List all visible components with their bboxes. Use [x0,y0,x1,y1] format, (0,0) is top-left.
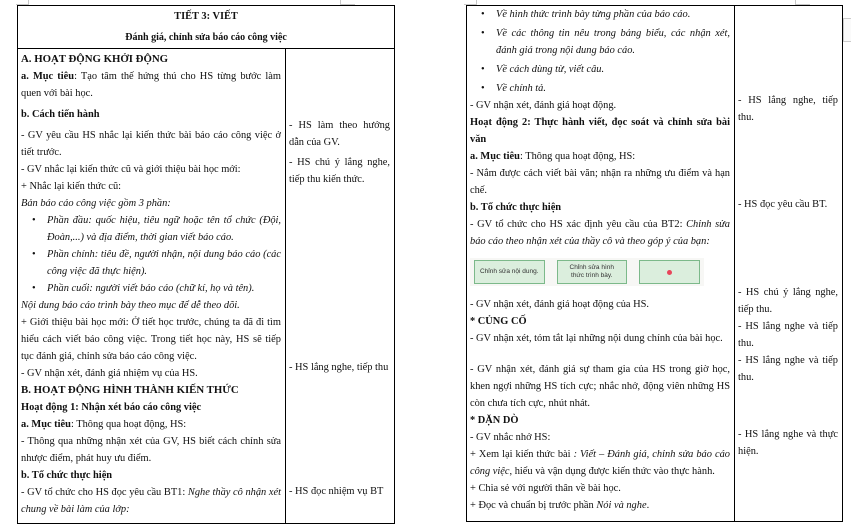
paragraph: - GV nhắc nhở HS: [470,432,551,443]
paragraph: - Thông qua những nhận xét của GV, HS biết cách chỉnh sửa nhược điểm, phát huy ưu điểm. [21,436,281,465]
student-response: - HS chú ý lắng nghe, tiếp thu. [738,287,838,315]
paragraph: - GV tổ chức cho HS đọc yêu cầu BT1: [21,487,188,499]
activity-2-heading: Hoạt động 2: Thực hành viết, đọc soát và chỉnh sửa bài văn [470,117,730,145]
organize-heading: b. Tổ chức thực hiện [21,470,113,482]
paragraph: + Nhắc lại kiến thức cũ: [21,181,122,193]
objective-label: a. Mục tiêu [21,419,71,431]
student-response: - HS lắng nghe, tiếp thu [289,362,389,374]
card-edit-content [474,260,545,284]
exercise-instruction: Nghe thầy cô nhận xét chung về bài làm của lớp: [21,487,281,516]
margin-marker [843,18,851,42]
objective-text: : Thông qua hoạt động, HS: [70,419,187,431]
student-response: - HS đọc nhiệm vụ BT [289,486,384,498]
student-response: - HS làm theo hướng dẫn của GV. [289,120,391,149]
red-dot-icon [667,270,672,275]
section-a-heading: A. HOẠT ĐỘNG KHỞI ĐỘNG [21,53,169,66]
paragraph: - GV nhận xét, tóm tắt lại những nội dung chính của bài học. [470,333,723,344]
card-label: Chỉnh sửa hình thức trình bày. [569,264,614,279]
lesson-plan-table-left [17,5,395,524]
list-item: • Phần cuối: người viết báo cáo (chữ kí, họ và tên). [47,280,281,297]
student-activity-cell [735,6,843,522]
procedure-heading: b. Cách tiến hành [21,109,100,121]
list-item: • Về các thông tin nêu trong bảng biểu, các nhận xét, đánh giá trong nội dung báo cáo. [496,25,730,59]
lesson-title-cell [18,6,395,49]
list-item: • Phần đầu: quốc hiệu, tiêu ngữ hoặc tên tổ chức (Đội, Đoàn,...) và địa điểm, thời gian viết báo cáo. [47,212,281,246]
paragraph: - GV nhận xét, đánh giá sự tham gia của HS trong giờ học, khen ngợi những HS tích cực; nhắc nhở, động viên những HS còn chưa tích cực, nhút nhát. [470,364,730,409]
paragraph: - GV tổ chức cho HS xác định yêu cầu của BT2: [470,219,687,230]
teacher-activity-cell [18,49,286,524]
exercise-image [470,258,704,286]
paragraph: Bản báo cáo công việc gồm 3 phần: [21,198,171,210]
card-blank [639,260,700,284]
paragraph: - GV nhận xét, đánh giá hoạt động. [470,100,617,111]
list-item: • Phần chính: tiêu đề, người nhận, nội dung báo cáo (các công việc đã thực hiện). [47,246,281,280]
exercise-instruction: Chỉnh sửa báo cáo theo nhận xét của thầy cô và theo góp ý của bạn: [470,219,730,247]
lesson-title: TIẾT 3: VIẾT [174,11,238,22]
paragraph: - GV nhắc lại kiến thức cũ và giới thiệu bài học mới: [21,164,241,176]
lesson-reference: : Viết – Đánh giá, chỉnh sửa báo cáo công việc [470,449,730,477]
paragraph: - GV nhận xét, đánh giá hoạt động của HS. [470,299,650,310]
paragraph: , hiểu và vận dụng được kiến thức vào thực hành. [509,466,715,477]
teacher-activity-cell [467,6,735,522]
objective-label: a. Mục tiêu [21,71,75,83]
paragraph: - GV nhận xét, đánh giá nhiệm vụ của HS. [21,368,198,380]
homework-heading: * DẶN DÒ [470,415,519,426]
student-response: - HS lắng nghe, tiếp thu. [738,95,838,123]
consolidation-heading: * CỦNG CỐ [470,316,527,327]
student-activity-cell [286,49,395,524]
paragraph: + Đọc và chuẩn bị trước phần [470,500,597,511]
paragraph: Nội dung báo cáo trình bày theo mục để dễ theo dõi. [21,300,240,312]
paragraph: - GV yêu cầu HS nhắc lại kiến thức bài báo cáo công việc ở tiết trước. [21,130,281,159]
paragraph: + Chia sẻ với người thân về bài học. [470,483,621,494]
card-label: Chỉnh sửa nội dung. [479,268,539,275]
lesson-plan-table-right [466,5,843,522]
student-response: - HS chú ý lắng nghe, tiếp thu kiến thức. [289,157,391,186]
paragraph: - Nắm được cách viết bài văn; nhận ra những ưu điểm và hạn chế. [470,168,730,196]
report-parts-list [21,212,281,297]
section-b-heading: B. HOẠT ĐỘNG HÌNH THÀNH KIẾN THỨC [21,384,239,397]
paragraph: + Xem lại kiến thức bài [470,449,574,460]
student-response: - HS lắng nghe và tiếp thu. [738,355,838,383]
list-item: • Về hình thức trình bày từng phần của báo cáo. [496,6,730,23]
list-item: • Về chính tả. [496,80,730,97]
objective-text: : Tạo tâm thế hứng thú cho HS từng bước làm quen với bài học. [21,71,281,100]
card-edit-format [557,260,628,284]
paragraph: + Giới thiệu bài học mới: Ở tiết học trước, chúng ta đã đi tìm hiểu cách viết báo công việc. Trong tiết học này, HS sẽ tiếp tục đánh giá, chỉnh sửa báo cáo công việc. [21,317,281,363]
activity-1-heading: Hoạt động 1: Nhận xét báo cáo công việc [21,402,202,414]
organize-heading: b. Tổ chức thực hiện [470,202,562,213]
feedback-criteria-list [470,6,730,97]
list-item: • Về cách dùng từ, viết câu. [496,61,730,78]
student-response: - HS lắng nghe và tiếp thu. [738,321,838,349]
objective-label: a. Mục tiêu [470,151,520,162]
objective-text: : Thông qua hoạt động, HS: [519,151,636,162]
student-response: - HS đọc yêu cầu BT. [738,199,828,210]
punctuation: . [646,500,650,511]
student-response: - HS lắng nghe và thực hiện. [738,429,838,457]
next-lesson-reference: Nói và nghe [596,500,647,511]
lesson-subtitle: Đánh giá, chỉnh sửa báo cáo công việc [125,32,287,43]
